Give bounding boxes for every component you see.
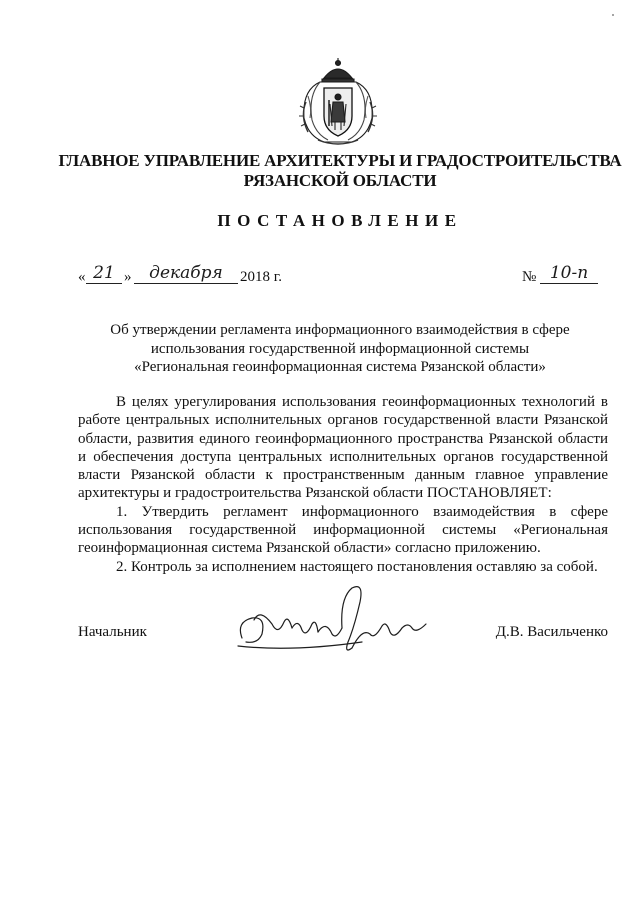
document-body	[78, 393, 608, 576]
body-paragraph-preamble: В целях урегулирования использования геоинформационных технологий в работе центральных исполнительных органов государственной власти Рязанской области, развития единого геоинформационного пространства Рязанской области и обеспечения доступа центральных исполнительных органов государственной власти Рязанской области к пространственным данным главное управление архитектуры и градостроительства Рязанской области ПОСТАНОВЛЯЕТ:	[78, 394, 608, 502]
signatory-title: Начальник	[78, 624, 147, 640]
date-month: декабря	[134, 263, 238, 284]
subject-line2: использования государственной информационной системы	[150, 340, 530, 357]
signatory-name: Д.В. Васильченко	[495, 624, 608, 640]
body-paragraph-item1: 1. Утвердить регламент информационного взаимодействия в сфере использования государственной информационной системы «Региональная геоинформационная система Рязанской области» согласно приложению.	[78, 503, 608, 557]
document-subject	[60, 321, 620, 377]
subject-line3: «Региональная геоинформационная система Рязанской области»	[134, 359, 546, 375]
date-number-row	[78, 263, 608, 293]
scan-speck	[612, 14, 614, 16]
document-number: 10-п	[540, 263, 598, 284]
subject-line1: Об утверждении регламента информационного взаимодействия в сфере	[110, 322, 570, 338]
date-quote-open: «	[78, 269, 86, 285]
org-name-line1: ГЛАВНОЕ УПРАВЛЕНИЕ АРХИТЕКТУРЫ И ГРАДОСТРОИТЕЛЬСТВА	[58, 151, 622, 170]
date-year: 2018 г.	[240, 269, 282, 285]
body-paragraph-item2: 2. Контроль за исполнением настоящего постановления оставляю за собой.	[116, 558, 598, 575]
date-quote-close: »	[124, 269, 132, 285]
document-type-title: ПОСТАНОВЛЕНИЕ	[217, 211, 463, 230]
signature-block	[78, 624, 608, 646]
number-label: №	[522, 269, 537, 285]
coat-of-arms-icon	[294, 56, 382, 148]
org-name-line2: РЯЗАНСКОЙ ОБЛАСТИ	[243, 171, 437, 190]
handwritten-signature-icon	[232, 578, 432, 668]
date-day: 21	[86, 263, 122, 284]
